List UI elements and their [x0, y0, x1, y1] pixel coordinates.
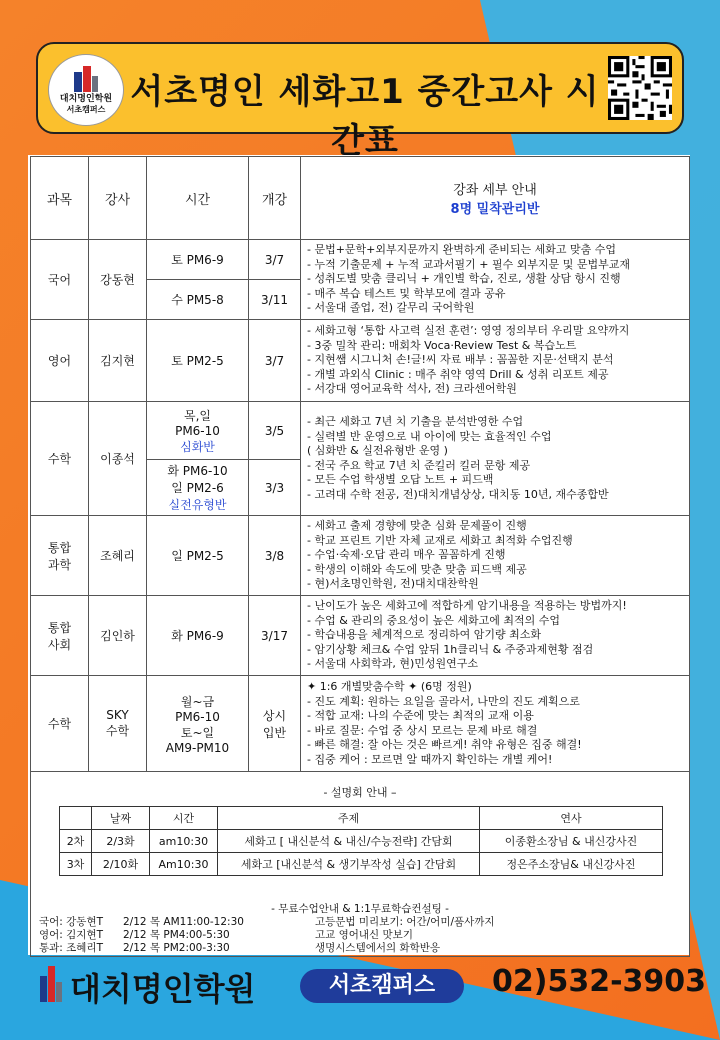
time-cell: 일 PM2-5 [147, 516, 249, 596]
detail-line: - 학생의 이해와 속도에 맞춘 맞춤 피드백 제공 [307, 562, 527, 576]
time-line: PM6-10 [175, 709, 220, 724]
teacher-line: SKY [106, 708, 129, 722]
teacher-cell [89, 676, 147, 772]
start-cell: 3/5 [249, 402, 301, 460]
detail-line: - 고려대 수학 전공, 전)대치개념상상, 대치동 10년, 재수종합반 [307, 487, 609, 501]
academy-logo [48, 54, 124, 126]
detail-line: - 현)서초명인학원, 전)대치대찬학원 [307, 577, 479, 591]
time-line: 일 PM2-6 [171, 481, 224, 495]
class-label: 심화반 [180, 439, 215, 454]
table-row [31, 240, 690, 280]
logo-text-name: 대치명인학원 [59, 93, 113, 104]
detail-line: - 수업·숙제·오답 관리 매우 꼼꼼하게 진행 [307, 548, 506, 562]
table-row [31, 516, 690, 596]
subject-cell: 영어 [31, 320, 89, 402]
detail-line: - 서울대 사회학과, 현)민성원연구소 [307, 657, 479, 671]
detail-line: - 문법+문학+외부지문까지 완벽하게 준비되는 세화고 맞춤 수업 [307, 243, 617, 257]
logo-mark-icon [74, 66, 98, 92]
free-class-topic: 생명시스템에서의 화학반응 [315, 942, 441, 954]
detail-line: - 3중 밀착 관리: 매회차 Voca·Review Test & 복습노트 [307, 338, 577, 352]
briefing-header-cell: 주제 [218, 807, 480, 830]
schedule-table [30, 156, 690, 772]
teacher-cell: 김인하 [89, 596, 147, 676]
subject-cell: 수학 [31, 676, 89, 772]
briefing-cell: 2/10화 [92, 853, 150, 876]
briefing-cell: 세화고 [내신분석 & 생기부작성 실습] 간담회 [218, 853, 480, 876]
briefing-section [30, 772, 690, 897]
subject-cell: 국어 [31, 240, 89, 320]
table-row [31, 320, 690, 402]
briefing-cell: 정은주소장님& 내신강사진 [480, 853, 663, 876]
detail-cell [301, 402, 690, 516]
free-class-time: 2/12 목 PM2:00-3:30 [123, 942, 230, 954]
start-cell: 3/3 [249, 460, 301, 516]
detail-line: - 학습내용을 체계적으로 정리하여 암기량 최소화 [307, 628, 541, 642]
qr-code-icon[interactable] [608, 56, 672, 120]
detail-line: - 개별 과외식 Clinic : 매주 취약 영역 Drill & 성취 리포트 제공 [307, 367, 609, 381]
detail-line: - 지현쌤 시그니처 손!글!씨 자료 배부 : 꼼꼼한 지문·선택지 분석 [307, 353, 614, 367]
briefing-title: - 설명회 안내 – [323, 786, 397, 799]
subject-line: 과학 [47, 557, 72, 572]
detail-line: - 성취도별 맞춤 클리닉 + 개인별 학습, 진로, 생활 상담 항시 진행 [307, 272, 621, 286]
table-row [31, 596, 690, 676]
briefing-cell: Am10:30 [150, 853, 218, 876]
time-cell: 화 PM6-9 [147, 596, 249, 676]
detail-line: - 모든 수업 학생별 오답 노트 + 피드백 [307, 473, 494, 486]
teacher-line: 수학 [105, 724, 130, 738]
free-class-topic: 고교 영어내신 맛보기 [315, 929, 413, 941]
detail-cell [301, 320, 690, 402]
detail-line: - 암기상황 체크& 수업 앞뒤 1h클리닉 & 주중과제현황 점검 [307, 642, 594, 656]
col-header-teacher: 강사 [89, 157, 147, 240]
header-banner [36, 42, 684, 161]
briefing-cell: 2/3화 [92, 830, 150, 853]
time-cell [147, 460, 249, 516]
time-cell: 토 PM2-5 [147, 320, 249, 402]
start-cell: 3/7 [249, 320, 301, 402]
detail-line: - 수업 & 관리의 중요성이 높은 세화고에 최적의 수업 [307, 613, 561, 627]
teacher-cell: 강동현 [89, 240, 147, 320]
briefing-row [60, 830, 663, 853]
detail-cell [301, 240, 690, 320]
col-header-detail [301, 157, 690, 240]
time-cell [147, 402, 249, 460]
detail-line: - 매주 복습 테스트 및 학부모에 결과 공유 [307, 286, 506, 300]
start-cell [249, 676, 301, 772]
subject-cell: 수학 [31, 402, 89, 516]
teacher-cell: 조혜리 [89, 516, 147, 596]
time-line: PM6-10 [175, 423, 220, 438]
detail-line: - 집중 케어 : 모르면 알 때까지 확인하는 개별 케어! [307, 752, 553, 766]
logo-text-campus: 서초캠퍼스 [66, 104, 106, 114]
detail-line: - 실력별 반 운영으로 내 아이에 맞는 효율적인 수업 [307, 429, 552, 443]
detail-line: ( 심화반 & 실전유형반 운영 ) [307, 444, 448, 457]
page-title: 서초명인 세화고1 중간고사 시간표 [130, 72, 600, 161]
briefing-header-cell [60, 807, 92, 830]
detail-line: - 세화고 출제 경향에 맞춘 심화 문제풀이 진행 [307, 519, 527, 533]
detail-line: - 전국 주요 학교 7년 치 준킬러 킬러 문항 제공 [307, 458, 531, 472]
time-cell [147, 676, 249, 772]
detail-line: - 바로 질문: 수업 중 상시 모르는 문제 바로 해결 [307, 723, 538, 737]
detail-line: - 빠른 해결: 잘 아는 것은 빠르게! 취약 유형은 집중 해결! [307, 738, 582, 751]
detail-line: - 난이도가 높은 세화고에 적합하게 암기내용을 적용하는 방법까지! [307, 599, 627, 613]
free-class-teacher: 통과: 조혜리T [39, 942, 104, 954]
table-row [31, 676, 690, 772]
free-class-time: 2/12 목 PM4:00-5:30 [123, 929, 230, 941]
briefing-header-row [60, 807, 663, 830]
time-cell: 토 PM6-9 [147, 240, 249, 280]
briefing-cell: am10:30 [150, 830, 218, 853]
table-header-row [31, 157, 690, 240]
free-class-time: 2/12 목 AM11:00-12:30 [123, 916, 244, 928]
detail-cell [301, 676, 690, 772]
teacher-cell: 이종석 [89, 402, 147, 516]
footer-phone[interactable]: 02)532-3903 [492, 964, 707, 999]
time-line: 목,일 [184, 408, 211, 423]
briefing-table [59, 806, 663, 876]
detail-line: - 서강대 영어교육학 석사, 전) 크라센어학원 [307, 382, 517, 396]
subject-line: 통합 [47, 540, 72, 555]
start-cell: 3/8 [249, 516, 301, 596]
detail-line: - 적합 교재: 나의 수준에 맞는 최적의 교재 이용 [307, 709, 534, 722]
briefing-row [60, 853, 663, 876]
detail-header-title: 강좌 세부 안내 [453, 183, 537, 198]
briefing-cell: 3차 [60, 853, 92, 876]
briefing-header-cell: 날짜 [92, 807, 150, 830]
time-cell: 수 PM5-8 [147, 280, 249, 320]
subject-line: 통합 [47, 620, 72, 635]
start-cell: 3/7 [249, 240, 301, 280]
subject-line: 사회 [47, 637, 72, 652]
detail-header-subtitle: 8명 밀착관리반 [450, 202, 540, 217]
detail-cell [301, 596, 690, 676]
detail-line: - 최근 세화고 7년 치 기출을 분석반영한 수업 [307, 415, 524, 428]
col-header-subject: 과목 [31, 157, 89, 240]
subject-cell [31, 516, 89, 596]
time-line: AM9-PM10 [165, 740, 230, 755]
class-label: 실전유형반 [168, 498, 227, 512]
start-line: 입반 [262, 725, 287, 740]
start-cell: 3/17 [249, 596, 301, 676]
briefing-cell: 2차 [60, 830, 92, 853]
free-class-topic: 고등문법 미리보기: 어간/어미/품사까지 [315, 916, 495, 928]
time-line: 화 PM6-10 [167, 464, 228, 478]
free-class-teacher: 영어: 김지현T [39, 929, 104, 941]
footer-academy-name: 대치명인학원 [70, 970, 256, 1008]
subject-cell [31, 596, 89, 676]
detail-line: - 진도 계획: 원하는 요일을 골라서, 나만의 진도 계획으로 [307, 694, 580, 708]
start-cell: 3/11 [249, 280, 301, 320]
footer-logo-icon [40, 966, 62, 1002]
briefing-header-cell: 시간 [150, 807, 218, 830]
detail-line: - 세화고형 ‘통합 사고력 실전 훈련’: 영영 정의부터 우리말 요약까지 [307, 324, 630, 338]
teacher-cell: 김지현 [89, 320, 147, 402]
col-header-start: 개강 [249, 157, 301, 240]
detail-line: - 서울대 졸업, 전) 갈무리 국어학원 [307, 301, 475, 315]
detail-cell [301, 516, 690, 596]
time-line: 월~금 [180, 694, 215, 709]
detail-line: - 누적 기출문제 + 누적 교과서필기 + 필수 외부지문 및 문법부교재 [307, 257, 631, 271]
free-class-title: - 무료수업안내 & 1:1무료학습컨설팅 - [271, 903, 449, 915]
briefing-header-cell: 연사 [480, 807, 663, 830]
footer-campus-badge: 서초캠퍼스 [300, 969, 464, 1003]
free-class-section [30, 897, 690, 957]
free-class-row [39, 940, 440, 955]
detail-line: ✦ 1:6 개별맞춤수학 ✦ (6명 정원) [307, 680, 472, 693]
briefing-cell: 세화고 [ 내신분석 & 내신/수능전략] 간담회 [218, 830, 480, 853]
detail-line: - 학교 프린트 기반 자체 교재로 세화고 최적화 수업진행 [307, 533, 573, 547]
time-line: 토~일 [180, 725, 215, 740]
col-header-time: 시간 [147, 157, 249, 240]
free-class-teacher: 국어: 강동현T [39, 916, 104, 928]
table-row [31, 402, 690, 460]
briefing-cell: 이종환소장님 & 내신강사진 [480, 830, 663, 853]
start-line: 상시 [262, 708, 287, 723]
